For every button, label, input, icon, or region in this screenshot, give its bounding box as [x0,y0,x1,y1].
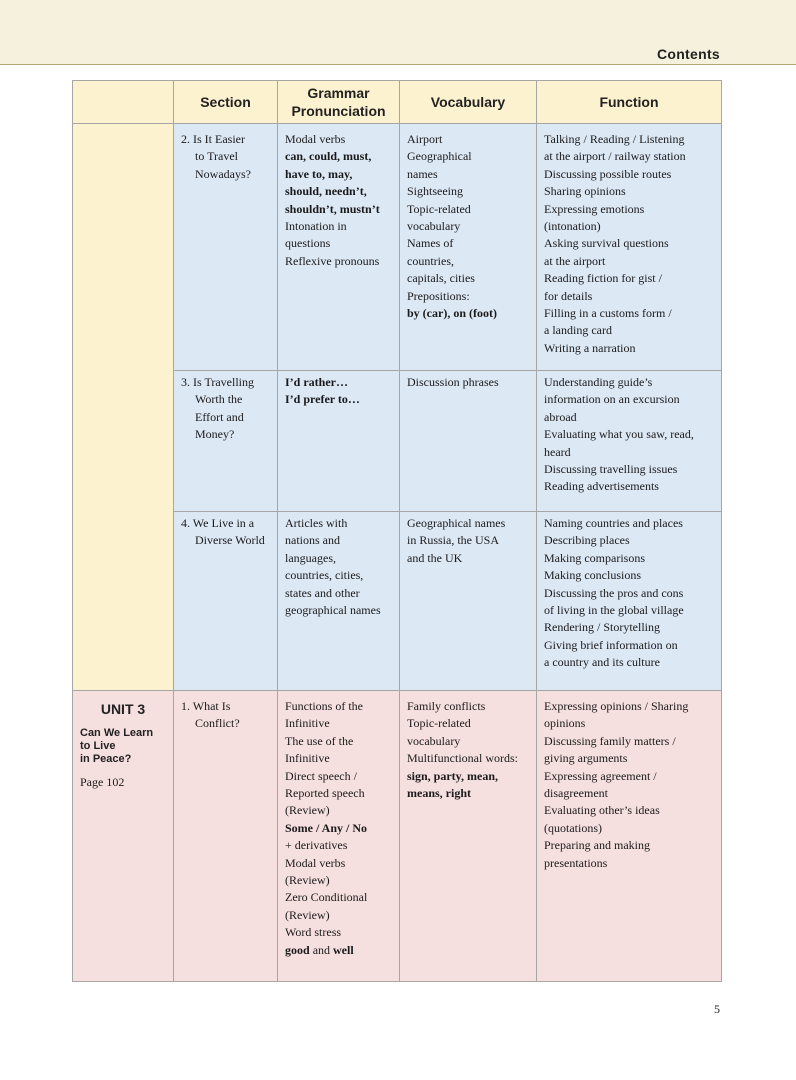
vocabulary-line: vocabulary [407,219,461,234]
function-line: Evaluating what you saw, read, [544,427,694,442]
grammar-cell [278,371,400,512]
grammar-line: Reported speech [285,786,365,801]
function-line: Discussing travelling issues [544,462,678,477]
grammar-line: geographical names [285,603,381,618]
function-line: Talking / Reading / Listening [544,132,685,146]
vocabulary-line: means, right [407,786,471,801]
function-line: presentations [544,855,608,870]
vocabulary-line: Family conflicts [407,699,486,713]
grammar-line: languages, [285,550,336,565]
function-line: Describing places [544,533,630,548]
contents-table [72,80,722,982]
grammar-line-mixed [285,942,395,959]
function-cell [537,691,722,982]
vocabulary-line: Airport [407,132,443,146]
function-line: Filling in a customs form / [544,306,672,321]
grammar-line: Direct speech / [285,768,357,783]
grammar-line: can, could, must, [285,149,372,164]
header-function: Function [537,81,722,124]
grammar-line: Word stress [285,925,342,940]
function-line: Evaluating other’s ideas [544,803,660,818]
function-line: Reading advertisements [544,479,659,494]
section-line: Worth the [195,392,243,407]
vocabulary-line: sign, party, mean, [407,768,499,783]
vocabulary-line: countries, [407,253,454,268]
unit-title [80,727,173,766]
grammar-line: Modal verbs [285,855,346,870]
page-number: 5 [714,1002,720,1016]
vocabulary-line: Prepositions: [407,288,470,303]
unit-cell-empty [73,124,174,691]
grammar-line: (Review) [285,803,330,818]
vocabulary-line: Topic-related [407,201,471,216]
function-line: disagreement [544,786,608,801]
vocabulary-line: Multifunctional words: [407,751,518,766]
vocabulary-line: Geographical [407,149,472,164]
function-line: Discussing the pros and cons [544,585,684,600]
function-line: Sharing opinions [544,184,626,199]
function-line: opinions [544,716,586,731]
grammar-line: Some / Any / No [285,820,368,835]
grammar-line: Infinitive [285,751,330,766]
unit-title-line: Can We Learn [80,727,154,739]
table-header-row [73,81,722,124]
function-line: information on an excursion [544,392,680,407]
section-line: Conflict? [195,716,240,731]
function-line: a country and its culture [544,655,660,670]
grammar-line: questions [285,236,331,251]
grammar-cell [278,691,400,982]
section-line: to Travel [195,149,239,164]
grammar-line: states and other [285,585,360,600]
function-line: at the airport / railway station [544,149,686,164]
vocabulary-cell [400,371,537,512]
function-line: Discussing family matters / [544,733,676,748]
vocabulary-line: Sightseeing [407,184,463,199]
unit-cell [73,691,174,982]
grammar-line: Functions of the [285,699,363,713]
grammar-line: (Review) [285,907,330,922]
function-line: at the airport [544,253,606,268]
function-line: Making comparisons [544,550,645,565]
unit-title-line: in Peace? [80,753,132,765]
function-cell [537,512,722,691]
section-cell [174,124,278,371]
function-line: Expressing agreement / [544,768,657,783]
grammar-line: Modal verbs [285,132,346,146]
vocabulary-line: vocabulary [407,733,461,748]
grammar-line: I’d prefer to… [285,392,360,407]
grammar-good: good [285,942,310,957]
grammar-well: well [333,942,354,957]
header-vocabulary: Vocabulary [400,81,537,124]
table-row [73,124,722,371]
section-cell [174,691,278,982]
section-number: 3. Is Travelling [181,375,255,389]
vocabulary-line: Topic-related [407,716,471,731]
grammar-line: shouldn’t, mustn’t [285,201,380,216]
grammar-line: + derivatives [285,838,348,853]
function-line: abroad [544,409,577,424]
function-line: Rendering / Storytelling [544,620,660,635]
vocabulary-line: capitals, cities [407,271,475,286]
function-line: Giving brief information on [544,637,678,652]
function-line: a landing card [544,323,612,338]
function-line: Making conclusions [544,568,641,583]
header-grammar-pronunciation [278,81,400,124]
table-row-unit3 [73,691,722,982]
section-number: 2. Is It Easier [181,132,245,146]
section-line: Money? [195,427,235,442]
section-line: Nowadays? [195,166,251,181]
grammar-line: nations and [285,533,340,548]
grammar-line: I’d rather… [285,375,348,389]
function-line: Naming countries and places [544,516,683,530]
grammar-line: Articles with [285,516,348,530]
section-cell [174,512,278,691]
unit-title-line: to Live [80,740,116,752]
grammar-line: (Review) [285,873,330,888]
vocabulary-line: in Russia, the USA [407,533,500,548]
grammar-line: have to, may, [285,166,353,181]
header-pronunciation: Pronunciation [291,103,386,119]
function-line: (quotations) [544,820,602,835]
section-line: Effort and [195,409,244,424]
grammar-and: and [309,942,334,957]
function-line: Reading fiction for gist / [544,271,662,286]
function-line: heard [544,444,571,459]
vocabulary-line: Geographical names [407,516,506,530]
function-cell [537,371,722,512]
grammar-cell [278,124,400,371]
page-header-title: Contents [656,46,720,62]
section-line: Diverse World [195,533,265,548]
section-number: 4. We Live in a [181,516,255,530]
grammar-line: countries, cities, [285,568,364,583]
grammar-line: Intonation in [285,219,347,234]
function-cell [537,124,722,371]
function-line: of living in the global village [544,603,684,618]
vocabulary-cell [400,124,537,371]
function-line: Expressing opinions / Sharing [544,699,689,713]
function-line: Asking survival questions [544,236,669,251]
grammar-cell [278,512,400,691]
section-cell [174,371,278,512]
grammar-line: Reflexive pronouns [285,253,380,268]
vocabulary-cell [400,691,537,982]
function-line: Expressing emotions [544,201,645,216]
vocabulary-line: Names of [407,236,454,251]
grammar-line: should, needn’t, [285,184,367,199]
vocabulary-line: names [407,166,438,181]
grammar-line: Zero Conditional [285,890,368,905]
header-unit-cell [73,81,174,124]
vocabulary-cell [400,512,537,691]
grammar-line: Infinitive [285,716,330,731]
grammar-line: The use of the [285,733,354,748]
function-line: for details [544,288,593,303]
unit-page-ref: Page 102 [80,775,125,789]
function-line: giving arguments [544,751,628,766]
unit-label: UNIT 3 [100,701,146,717]
function-line: Discussing possible routes [544,166,672,181]
function-line: Preparing and making [544,838,650,853]
vocabulary-line: by (car), on (foot) [407,306,497,321]
header-grammar: Grammar [307,85,370,101]
section-number: 1. What Is [181,699,231,713]
function-line: (intonation) [544,219,601,234]
header-section: Section [174,81,278,124]
vocabulary-line: and the UK [407,550,463,565]
function-line: Writing a narration [544,340,636,355]
function-line: Understanding guide’s [544,375,653,389]
vocabulary-line: Discussion phrases [407,375,499,389]
